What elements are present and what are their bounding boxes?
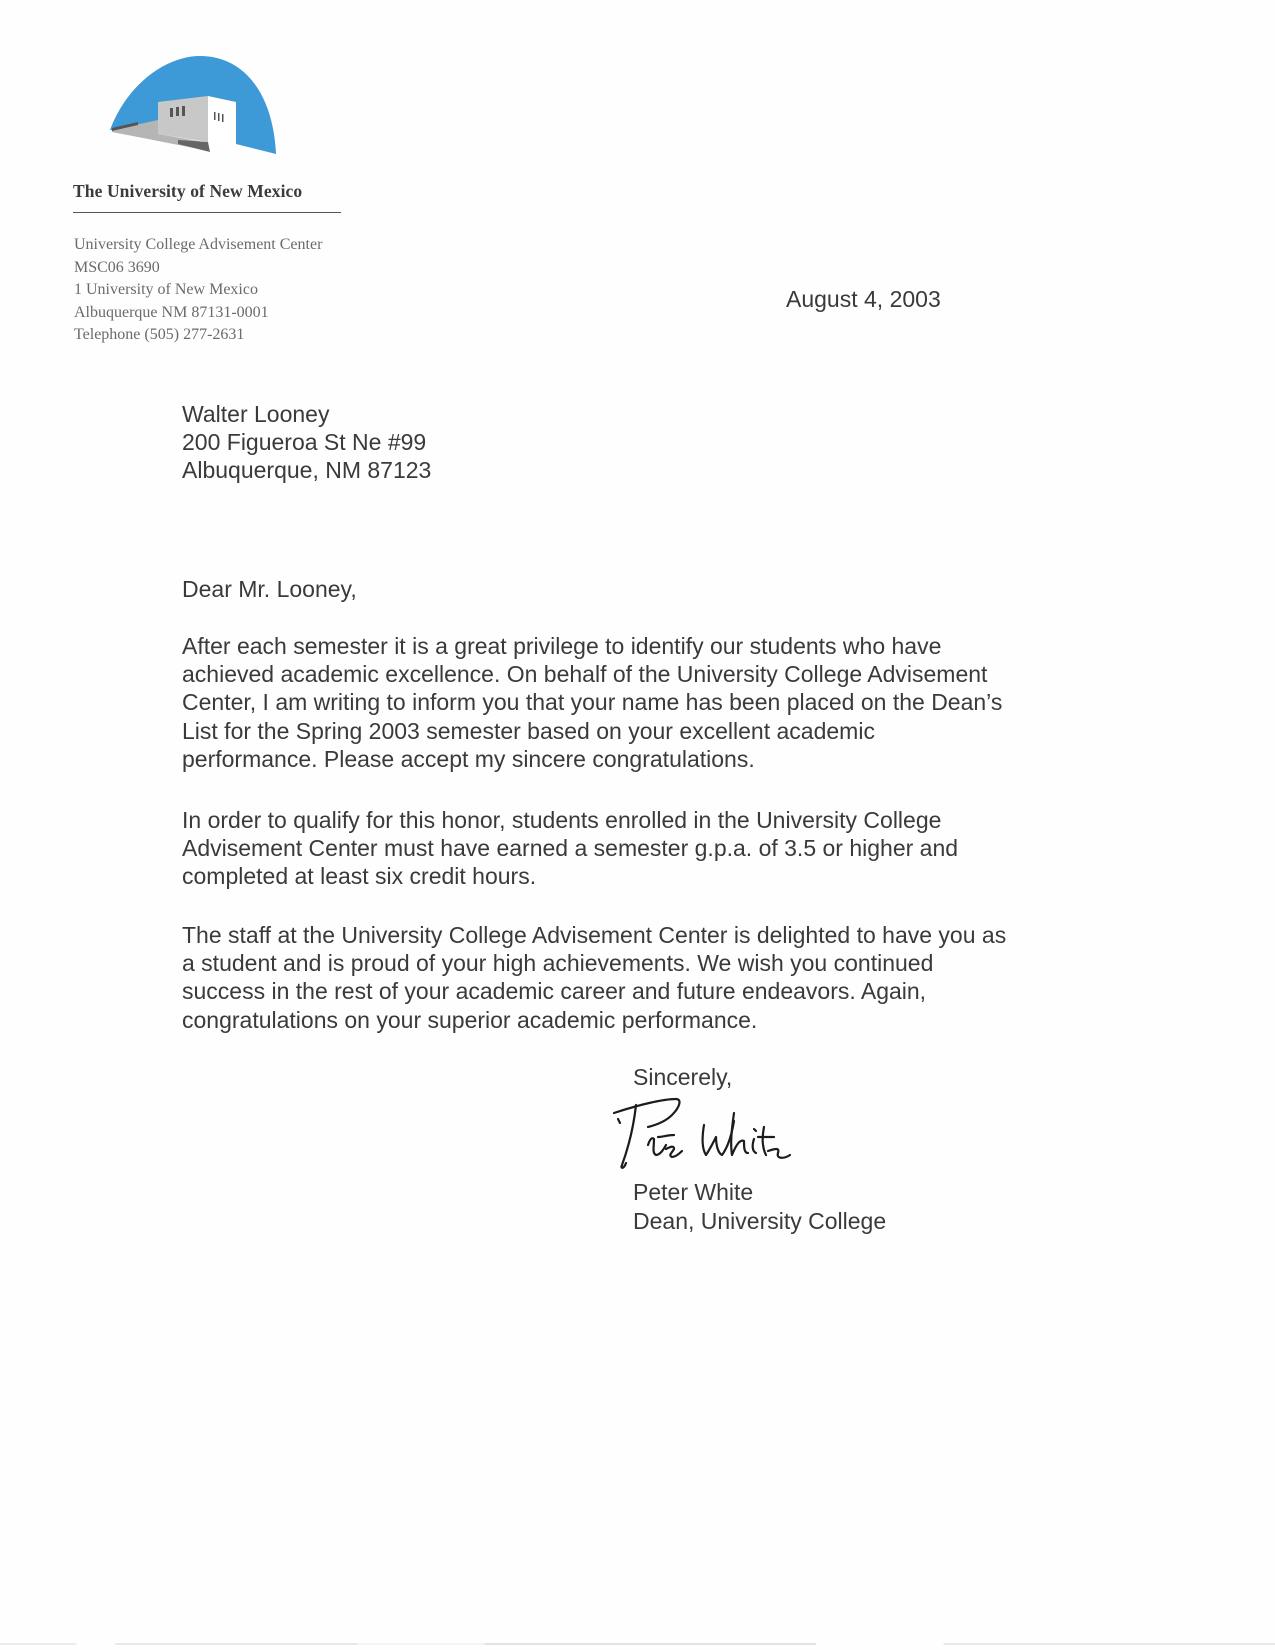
letterhead-divider bbox=[73, 212, 341, 213]
recipient-name: Walter Looney bbox=[182, 401, 330, 427]
department-name: University College Advisement Center bbox=[74, 236, 323, 253]
scan-edge-divider bbox=[0, 1643, 1275, 1645]
paragraph-line: congratulations on your superior academic performance. bbox=[182, 1006, 758, 1033]
body-paragraph bbox=[182, 806, 958, 891]
recipient-street: 200 Figueroa St Ne #99 bbox=[182, 429, 427, 456]
recipient-city-state-zip: Albuquerque, NM 87123 bbox=[182, 457, 432, 484]
paragraph-line: success in the rest of your academic career and future endeavors. Again, bbox=[182, 978, 927, 1005]
telephone: Telephone (505) 277-2631 bbox=[74, 326, 245, 343]
paragraph-line: The staff at the University College Advisement Center is delighted to have you as bbox=[182, 922, 1007, 948]
paragraph-line: achieved academic excellence. On behalf of the University College Advisement bbox=[182, 661, 988, 688]
paragraph-line: completed at least six credit hours. bbox=[182, 863, 537, 890]
recipient-address bbox=[182, 400, 431, 485]
city-state-zip: Albuquerque NM 87131-0001 bbox=[74, 303, 269, 321]
signature-icon bbox=[608, 1093, 798, 1173]
paragraph-line: performance. Please accept my sincere congratulations. bbox=[182, 745, 755, 772]
body-paragraph bbox=[182, 632, 1002, 773]
paragraph-line: Center, I am writing to inform you that your name has been placed on the Dean’s bbox=[182, 689, 1003, 716]
salutation: Dear Mr. Looney, bbox=[182, 576, 357, 602]
street-address: 1 University of New Mexico bbox=[74, 281, 258, 298]
mail-stop: MSC06 3690 bbox=[74, 258, 160, 276]
body-paragraph bbox=[182, 921, 1006, 1034]
signer-title: Dean, University College bbox=[633, 1208, 887, 1234]
paragraph-line: After each semester it is a great privilege to identify our students who have bbox=[182, 633, 942, 659]
paragraph-line: Advisement Center must have earned a semester g.p.a. of 3.5 or higher and bbox=[182, 835, 959, 862]
department-address-block bbox=[74, 234, 322, 347]
signer-name: Peter White bbox=[633, 1179, 754, 1205]
unm-logo-icon bbox=[108, 52, 288, 170]
letter-date: August 4, 2003 bbox=[786, 286, 941, 312]
signer-block bbox=[633, 1178, 886, 1236]
paragraph-line: In order to qualify for this honor, students enrolled in the University College bbox=[182, 807, 942, 833]
paragraph-line: List for the Spring 2003 semester based on your excellent academic bbox=[182, 717, 875, 744]
valediction: Sincerely, bbox=[633, 1064, 733, 1090]
paragraph-line: a student and is proud of your high achievements. We wish you continued bbox=[182, 950, 934, 977]
university-name: The University of New Mexico bbox=[73, 181, 303, 201]
